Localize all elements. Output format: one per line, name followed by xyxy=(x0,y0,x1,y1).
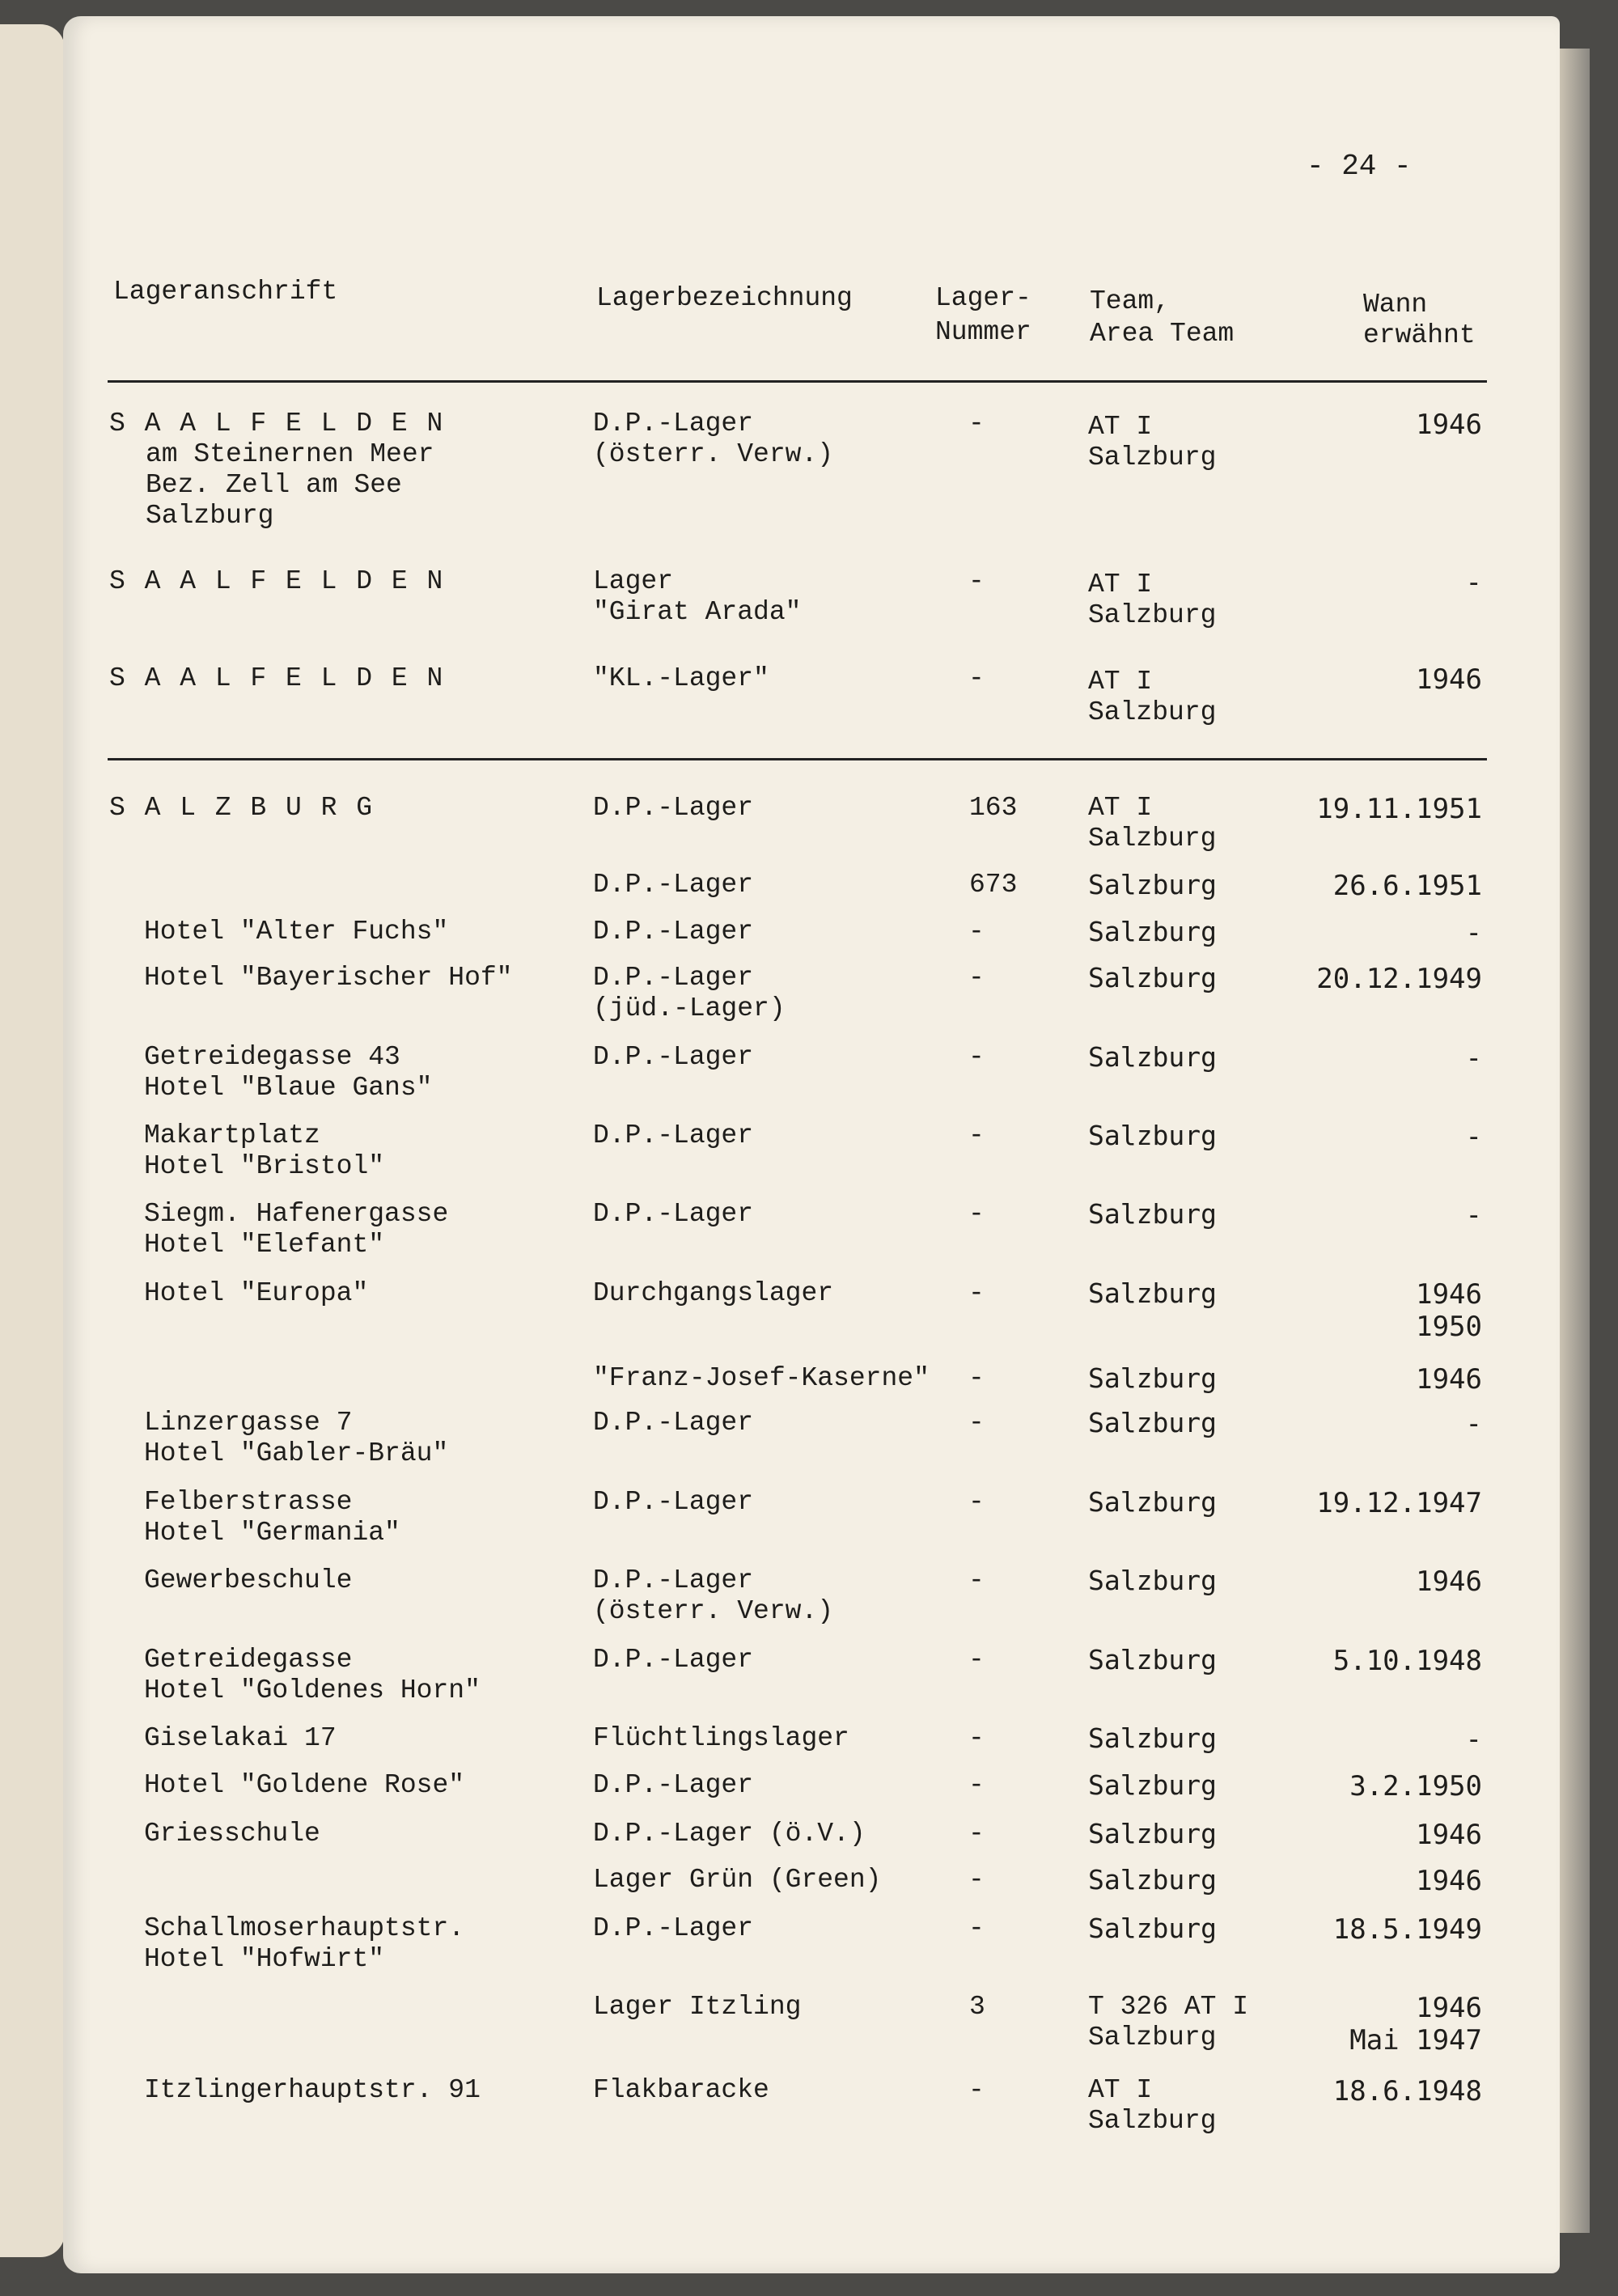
camp-number: - xyxy=(968,1199,985,1229)
team-line: Salzburg xyxy=(1088,962,1217,993)
camp-number: - xyxy=(968,1408,985,1438)
address-line: Linzergasse 7 xyxy=(144,1408,353,1438)
designation-line: Lager Itzling xyxy=(593,1992,802,2022)
team-line: Salzburg xyxy=(1088,1277,1217,1309)
address-line: Salzburg xyxy=(146,501,274,531)
team-line: AT I xyxy=(1088,793,1153,823)
address-line: Felberstrasse xyxy=(144,1487,353,1517)
camp-number: - xyxy=(968,1363,985,1393)
date-mentioned: - xyxy=(1465,1408,1482,1440)
date-mentioned: - xyxy=(1465,917,1482,949)
date-mentioned: 20.12.1949 xyxy=(1316,963,1482,995)
designation-line: Flüchtlingslager xyxy=(593,1723,849,1753)
camp-number: - xyxy=(968,1278,985,1308)
camp-number: - xyxy=(968,1865,985,1895)
camp-number: - xyxy=(968,1819,985,1849)
team-line: AT I xyxy=(1088,412,1153,442)
date-mentioned: 1946 xyxy=(1416,1819,1482,1851)
team-line: AT I xyxy=(1088,667,1153,697)
team-line: T 326 AT I xyxy=(1088,1992,1249,2022)
address-line: Itzlingerhauptstr. 91 xyxy=(144,2075,481,2105)
header-team-line2: Area Team xyxy=(1090,319,1235,349)
team-line: Salzburg xyxy=(1088,1041,1217,1073)
header-when-line1: Wann xyxy=(1363,290,1428,320)
team-line: Salzburg xyxy=(1088,916,1217,947)
designation-line: "Franz-Josef-Kaserne" xyxy=(593,1363,930,1393)
team-line: Salzburg xyxy=(1088,1407,1217,1438)
designation-line: D.P.-Lager xyxy=(593,1645,754,1675)
team-line: Salzburg xyxy=(1088,2023,1217,2052)
camp-number: - xyxy=(968,1913,985,1943)
date-mentioned: 1946 xyxy=(1416,1992,1482,2024)
camp-number: - xyxy=(968,1042,985,1072)
header-rule xyxy=(108,380,1487,383)
date-mentioned: - xyxy=(1465,566,1482,599)
team-line: AT I xyxy=(1088,570,1153,599)
camp-number: 673 xyxy=(969,870,1018,900)
designation-line: (österr. Verw.) xyxy=(593,1596,834,1626)
designation-line: D.P.-Lager xyxy=(593,870,754,900)
designation-line: D.P.-Lager xyxy=(593,1042,754,1072)
page-number: - 24 - xyxy=(1307,150,1412,183)
team-line: Salzburg xyxy=(1088,697,1217,727)
address-line: am Steinernen Meer xyxy=(146,439,434,469)
address-line: Hotel "Hofwirt" xyxy=(144,1944,385,1974)
address-line: Getreidegasse 43 xyxy=(144,1042,400,1072)
header-number-line1: Lager- xyxy=(935,283,1031,313)
camp-number: - xyxy=(968,1723,985,1753)
date-mentioned: 26.6.1951 xyxy=(1332,870,1482,902)
address-line: Hotel "Goldene Rose" xyxy=(144,1770,465,1800)
header-when-line2: erwähnt xyxy=(1363,320,1476,350)
address-line: Hotel "Europa" xyxy=(144,1278,369,1308)
team-line: Salzburg xyxy=(1088,1913,1217,1944)
date-mentioned: - xyxy=(1465,1723,1482,1756)
team-line: Salzburg xyxy=(1088,1120,1217,1151)
designation-line: Durchgangslager xyxy=(593,1278,834,1308)
designation-line: D.P.-Lager xyxy=(593,1565,754,1595)
designation-line: D.P.-Lager xyxy=(593,1770,754,1800)
designation-line: D.P.-Lager xyxy=(593,917,754,947)
address-line: Giselakai 17 xyxy=(144,1723,337,1753)
designation-line: D.P.-Lager (ö.V.) xyxy=(593,1819,866,1849)
address-line: Hotel "Gabler-Bräu" xyxy=(144,1438,449,1468)
team-line: Salzburg xyxy=(1088,1769,1217,1801)
address-line: Hotel "Bayerischer Hof" xyxy=(144,963,513,993)
date-mentioned: 1950 xyxy=(1416,1311,1482,1343)
address-line: Griesschule xyxy=(144,1819,320,1849)
date-mentioned: 18.5.1949 xyxy=(1332,1913,1482,1946)
team-line: Salzburg xyxy=(1088,2106,1217,2136)
team-line: Salzburg xyxy=(1088,443,1217,472)
date-mentioned: 18.6.1948 xyxy=(1332,2075,1482,2107)
address-line: Bez. Zell am See xyxy=(146,470,402,500)
designation-line: "Girat Arada" xyxy=(593,597,802,627)
date-mentioned: 1946 xyxy=(1416,1363,1482,1396)
team-line: Salzburg xyxy=(1088,1362,1217,1394)
designation-line: D.P.-Lager xyxy=(593,1199,754,1229)
date-mentioned: 1946 xyxy=(1416,1865,1482,1897)
date-mentioned: 1946 xyxy=(1416,1278,1482,1311)
team-line: Salzburg xyxy=(1088,1722,1217,1754)
team-line: Salzburg xyxy=(1088,869,1217,900)
address-line: Makartplatz xyxy=(144,1120,320,1150)
address-line: Hotel "Bristol" xyxy=(144,1151,385,1181)
designation-line: Lager Grün (Green) xyxy=(593,1865,882,1895)
header-designation: Lagerbezeichnung xyxy=(596,283,853,313)
address-line: Schallmoserhauptstr. xyxy=(144,1913,465,1943)
team-line: Salzburg xyxy=(1088,1644,1217,1675)
designation-line: (jüd.-Lager) xyxy=(593,993,786,1023)
camp-number: - xyxy=(968,1487,985,1517)
designation-line: D.P.-Lager xyxy=(593,1408,754,1438)
address-line: Hotel "Elefant" xyxy=(144,1230,385,1260)
camp-number: 3 xyxy=(969,1992,985,2022)
date-mentioned: - xyxy=(1465,1199,1482,1231)
address-line: Hotel "Blaue Gans" xyxy=(144,1073,433,1103)
address-line: S A L Z B U R G xyxy=(109,793,375,823)
date-mentioned: 5.10.1948 xyxy=(1332,1645,1482,1677)
camp-number: - xyxy=(968,1770,985,1800)
date-mentioned: 1946 xyxy=(1416,1565,1482,1598)
camp-number: - xyxy=(968,409,985,438)
designation-line: D.P.-Lager xyxy=(593,793,754,823)
camp-number: - xyxy=(968,1645,985,1675)
address-line: Siegm. Hafenergasse xyxy=(144,1199,449,1229)
date-mentioned: 3.2.1950 xyxy=(1349,1770,1482,1802)
team-line: Salzburg xyxy=(1088,1565,1217,1596)
address-line: Getreidegasse xyxy=(144,1645,353,1675)
designation-line: D.P.-Lager xyxy=(593,409,754,438)
section-rule xyxy=(108,758,1487,760)
designation-line: D.P.-Lager xyxy=(593,963,754,993)
date-mentioned: Mai 1947 xyxy=(1349,2024,1482,2057)
address-line: Hotel "Goldenes Horn" xyxy=(144,1675,481,1705)
camp-number: - xyxy=(968,1120,985,1150)
camp-number: - xyxy=(968,1565,985,1595)
team-line: Salzburg xyxy=(1088,1198,1217,1230)
team-line: Salzburg xyxy=(1088,1818,1217,1849)
camp-number: - xyxy=(968,566,985,596)
date-mentioned: 1946 xyxy=(1416,663,1482,696)
date-mentioned: - xyxy=(1465,1042,1482,1074)
camp-number: - xyxy=(968,2075,985,2105)
camp-number: - xyxy=(968,663,985,693)
header-team-line1: Team, xyxy=(1090,286,1171,316)
address-line: Gewerbeschule xyxy=(144,1565,353,1595)
designation-line: Flakbaracke xyxy=(593,2075,769,2105)
designation-line: D.P.-Lager xyxy=(593,1487,754,1517)
designation-line: D.P.-Lager xyxy=(593,1120,754,1150)
team-line: Salzburg xyxy=(1088,1864,1217,1896)
camp-number: - xyxy=(968,963,985,993)
team-line: Salzburg xyxy=(1088,1486,1217,1518)
designation-line: "KL.-Lager" xyxy=(593,663,769,693)
camp-number: - xyxy=(968,917,985,947)
date-mentioned: 1946 xyxy=(1416,409,1482,441)
address-line: Hotel "Germania" xyxy=(144,1518,400,1548)
designation-line: Lager xyxy=(593,566,674,596)
address-line: S A A L F E L D E N xyxy=(109,663,445,693)
date-mentioned: 19.12.1947 xyxy=(1316,1487,1482,1519)
designation-line: (österr. Verw.) xyxy=(593,439,834,469)
team-line: AT I xyxy=(1088,2075,1153,2105)
header-address: Lageranschrift xyxy=(113,277,338,307)
date-mentioned: 19.11.1951 xyxy=(1316,793,1482,825)
header-number-line2: Nummer xyxy=(935,317,1031,347)
camp-number: 163 xyxy=(969,793,1018,823)
address-line: S A A L F E L D E N xyxy=(109,409,445,438)
team-line: Salzburg xyxy=(1088,824,1217,854)
date-mentioned: - xyxy=(1465,1120,1482,1153)
address-line: Hotel "Alter Fuchs" xyxy=(144,917,449,947)
address-line: S A A L F E L D E N xyxy=(109,566,445,596)
facing-page-edge xyxy=(0,24,65,2257)
team-line: Salzburg xyxy=(1088,600,1217,630)
designation-line: D.P.-Lager xyxy=(593,1913,754,1943)
